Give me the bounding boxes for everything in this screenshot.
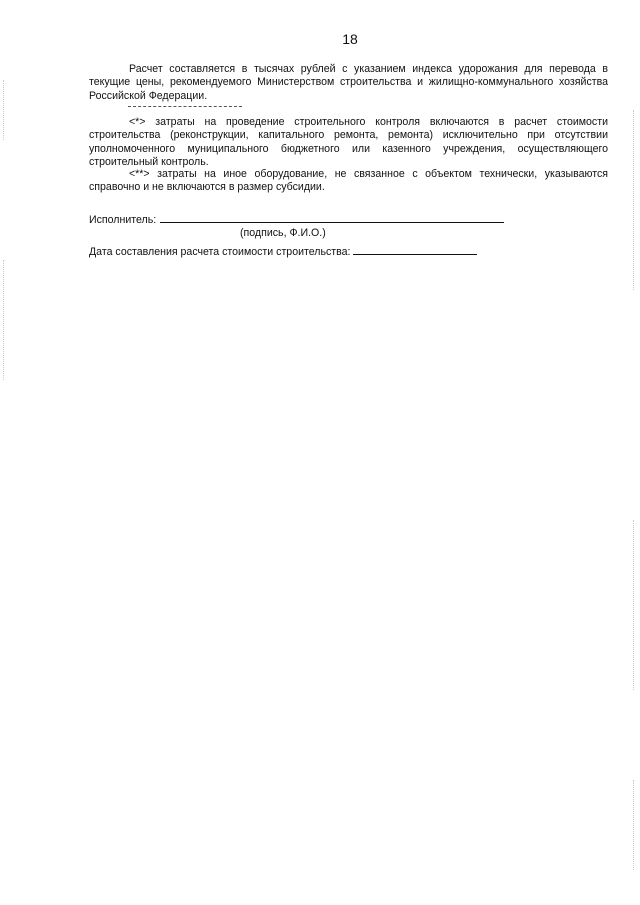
page-number: 18 <box>342 31 358 47</box>
performer-signature-line <box>160 211 504 223</box>
date-label: Дата составления расчета стоимости строительства: <box>89 246 351 258</box>
footnote-other-equipment: <**> затраты на иное оборудование, не связанное с объектом технически, указываются справочно и не включаются в размер субсидии. <box>89 168 608 194</box>
paragraph-calculation-note: Расчет составляется в тысячах рублей с указанием индекса удорожания для перевода в текущие цены, рекомендуемого Министерством строительства и жилищно-коммунального хозяйства Российской Федерации. <box>89 63 608 102</box>
performer-label: Исполнитель: <box>89 214 157 226</box>
performer-signature-caption: (подпись, Ф.И.О.) <box>240 227 326 239</box>
date-line <box>353 243 477 255</box>
date-row <box>89 243 477 259</box>
scan-artifact <box>3 80 5 140</box>
scan-artifact <box>3 260 5 380</box>
footnote-divider <box>128 106 242 107</box>
scan-artifact <box>633 520 635 690</box>
footnote-construction-control: <*> затраты на проведение строительного контроля включаются в расчет стоимости строительства (реконструкции, капитального ремонта, ремонта) исключительно при отсутствии уполномоченного муниципального бюджетного или казенного учреждения, осуществляющего строительный контроль. <box>89 116 608 168</box>
performer-signature-row <box>89 211 504 227</box>
scan-artifact <box>633 110 635 290</box>
scan-artifact <box>633 780 635 870</box>
